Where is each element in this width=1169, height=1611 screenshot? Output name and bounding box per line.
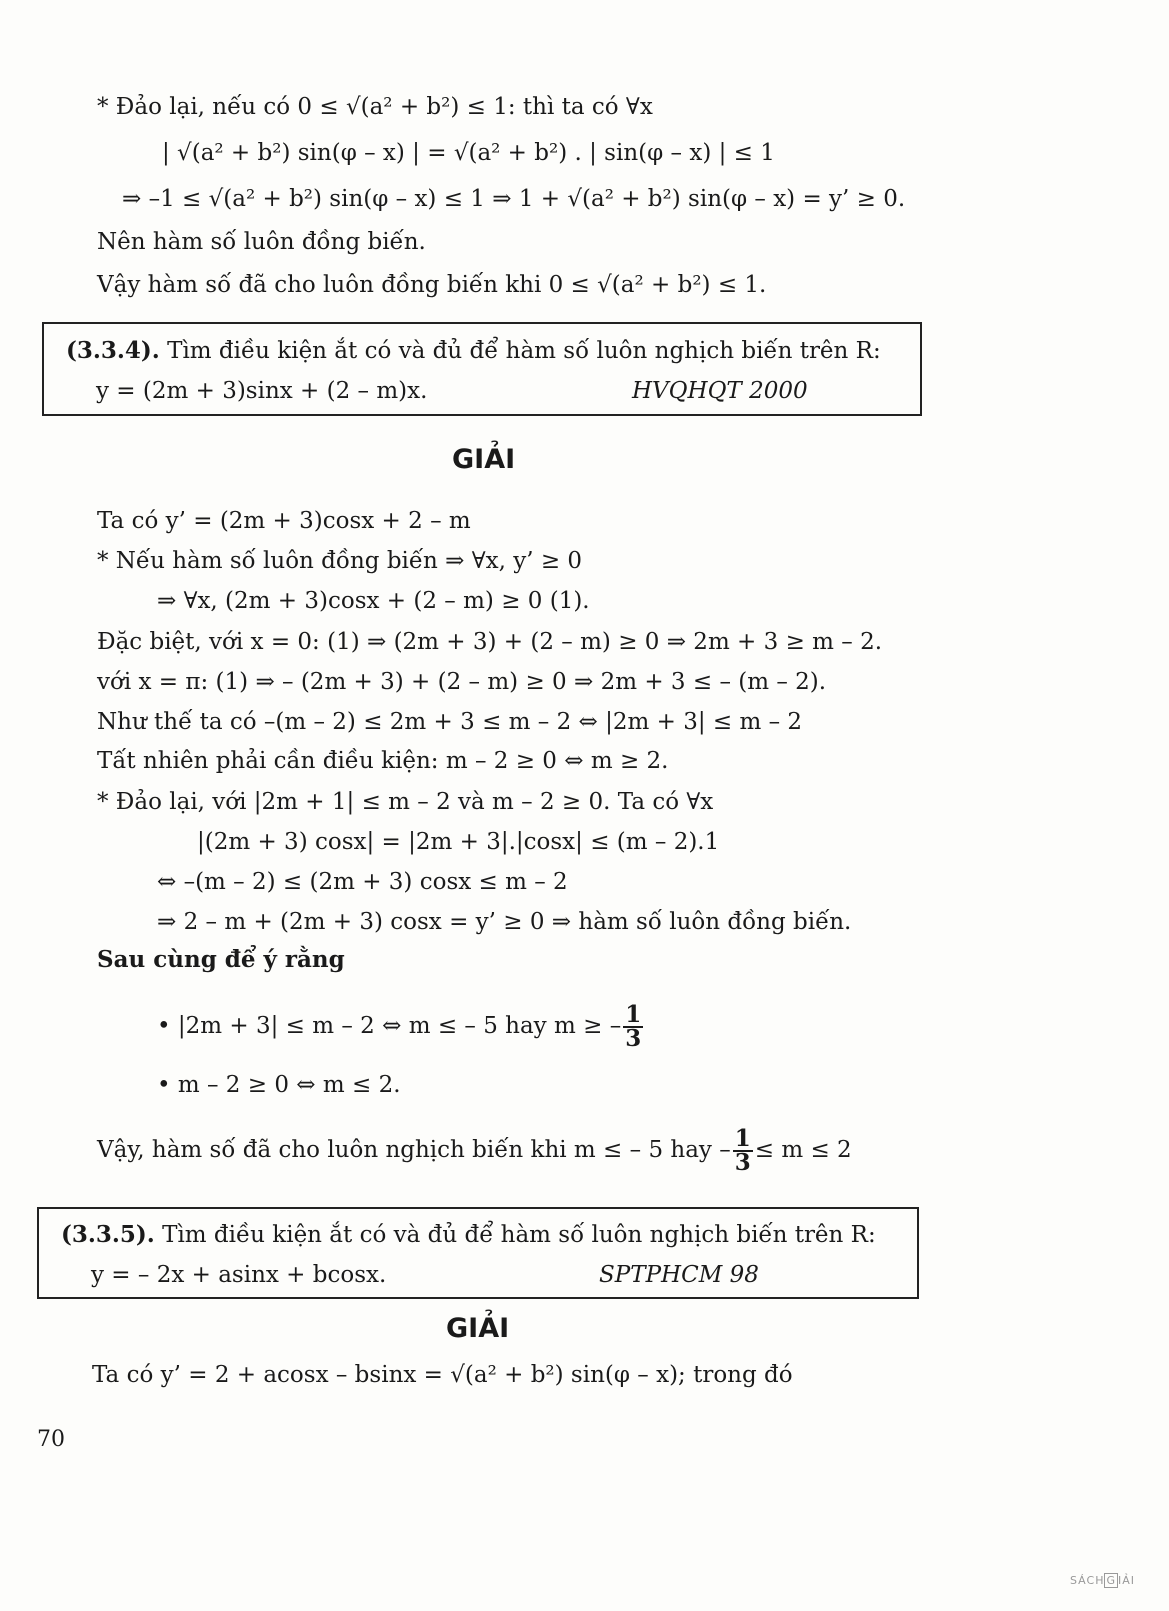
section-heading: GIẢI bbox=[452, 444, 516, 475]
problem-source: SPTPHCM 98 bbox=[599, 1262, 759, 1288]
section-heading: GIẢI bbox=[446, 1313, 510, 1344]
page-number: 70 bbox=[37, 1427, 65, 1452]
conclusion-text: Vậy, hàm số đã cho luôn nghịch biến khi m ≤ – 5 hay – bbox=[97, 1137, 731, 1163]
problem-statement bbox=[61, 1220, 876, 1250]
fraction-denominator: 3 bbox=[625, 1025, 642, 1052]
fraction bbox=[623, 1001, 643, 1052]
bullet-item bbox=[157, 1001, 645, 1052]
fraction-denominator: 3 bbox=[734, 1149, 751, 1176]
problem-source: HVQHQT 2000 bbox=[632, 378, 808, 404]
bullet-text: • |2m + 3| ≤ m – 2 ⇔ m ≤ – 5 hay m ≥ – bbox=[157, 1013, 622, 1039]
text-line: với x = π: (1) ⇒ – (2m + 3) + (2 – m) ≥ 0 ⇒ 2m + 3 ≤ – (m – 2). bbox=[97, 669, 827, 695]
text-line: Ta có y’ = (2m + 3)cosx + 2 – m bbox=[97, 508, 471, 534]
text-line: ⇒ ∀x, (2m + 3)cosx + (2 – m) ≥ 0 (1). bbox=[157, 588, 590, 614]
conclusion-line bbox=[97, 1125, 852, 1176]
problem-text: Tìm điều kiện ắt có và đủ để hàm số luôn nghịch biến trên R: bbox=[154, 1222, 876, 1248]
text-line: Nên hàm số luôn đồng biến. bbox=[97, 229, 426, 255]
text-line: Ta có y’ = 2 + acosx – bsinx = √(a² + b²) sin(φ – x); trong đó bbox=[92, 1362, 793, 1388]
text-line: * Nếu hàm số luôn đồng biến ⇒ ∀x, y’ ≥ 0 bbox=[97, 548, 583, 574]
watermark-logo: SÁCH G IẢI bbox=[1070, 1574, 1136, 1587]
text-line: * Đảo lại, với |2m + 1| ≤ m – 2 và m – 2 ≥ 0. Ta có ∀x bbox=[97, 789, 714, 815]
problem-statement bbox=[66, 336, 881, 366]
problem-equation: y = (2m + 3)sinx + (2 – m)x. bbox=[96, 378, 428, 404]
problem-box bbox=[37, 1207, 919, 1299]
problem-box bbox=[42, 322, 922, 416]
problem-number: (3.3.5). bbox=[61, 1221, 155, 1248]
text-line: |(2m + 3) cosx| = |2m + 3|.|cosx| ≤ (m – 2).1 bbox=[197, 829, 720, 855]
fraction-numerator: 1 bbox=[625, 1001, 642, 1028]
text-line: ⇔ –(m – 2) ≤ (2m + 3) cosx ≤ m – 2 bbox=[157, 869, 568, 895]
problem-equation: y = – 2x + asinx + bcosx. bbox=[91, 1262, 387, 1288]
text-line: Đặc biệt, với x = 0: (1) ⇒ (2m + 3) + (2 – m) ≥ 0 ⇒ 2m + 3 ≥ m – 2. bbox=[97, 629, 883, 655]
bullet-item: • m – 2 ≥ 0 ⇔ m ≤ 2. bbox=[157, 1072, 401, 1098]
problem-number: (3.3.4). bbox=[66, 337, 160, 364]
conclusion-text: ≤ m ≤ 2 bbox=[754, 1137, 852, 1163]
text-line: ⇒ 2 – m + (2m + 3) cosx = y’ ≥ 0 ⇒ hàm số luôn đồng biến. bbox=[157, 909, 852, 935]
text-line: * Đảo lại, nếu có 0 ≤ √(a² + b²) ≤ 1: thì ta có ∀x bbox=[97, 94, 653, 120]
text-line: ⇒ –1 ≤ √(a² + b²) sin(φ – x) ≤ 1 ⇒ 1 + √(a² + b²) sin(φ – x) = y’ ≥ 0. bbox=[122, 186, 906, 212]
text-line: Như thế ta có –(m – 2) ≤ 2m + 3 ≤ m – 2 ⇔ |2m + 3| ≤ m – 2 bbox=[97, 709, 803, 735]
text-line: Sau cùng để ý rằng bbox=[97, 946, 345, 973]
fraction bbox=[733, 1125, 753, 1176]
text-line: Tất nhiên phải cần điều kiện: m – 2 ≥ 0 ⇔ m ≥ 2. bbox=[97, 748, 669, 774]
text-line: | √(a² + b²) sin(φ – x) | = √(a² + b²) . | sin(φ – x) | ≤ 1 bbox=[162, 140, 775, 166]
problem-text: Tìm điều kiện ắt có và đủ để hàm số luôn nghịch biến trên R: bbox=[159, 338, 881, 364]
text-line: Vậy hàm số đã cho luôn đồng biến khi 0 ≤ √(a² + b²) ≤ 1. bbox=[97, 272, 767, 298]
fraction-numerator: 1 bbox=[734, 1125, 751, 1152]
